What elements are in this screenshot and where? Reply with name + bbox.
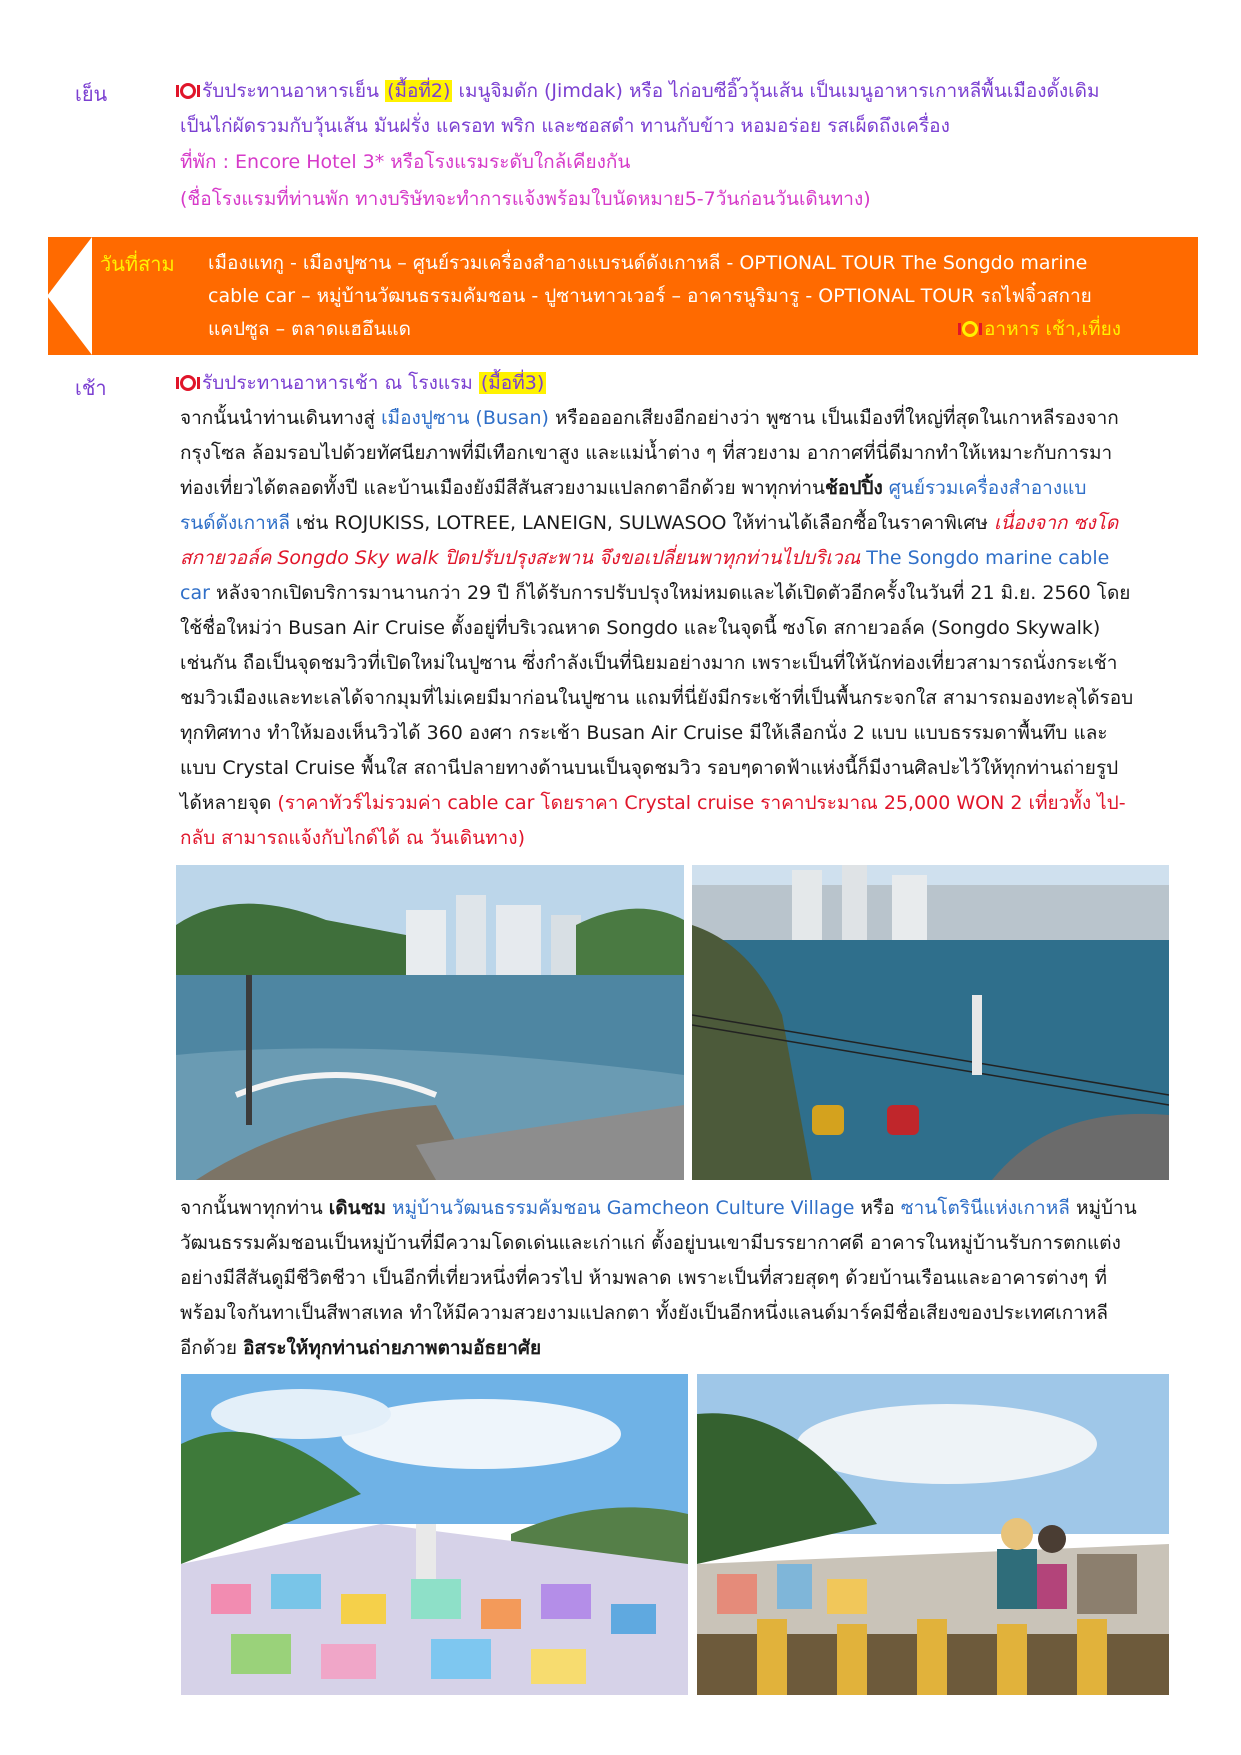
hotel-note: (ชื่อโรงแรมที่ท่านพัก ทางบริษัทจะทำการแจ้งพร้อมใบนัดหมาย5-7วันก่อนวันเดินทาง) [180, 188, 871, 210]
banner-arrow-notch [47, 237, 92, 355]
busan-paragraph-line-6: car หลังจากเปิดบริการมานานกว่า 29 ปี ก็ได้รับการปรับปรุงใหม่หมดและได้เปิดตัวอีกครั้งในวันที่ 21 มิ.ย. 2560 โดย [180, 582, 1131, 604]
busan-paragraph-line-2: กรุงโซล ล้อมรอบไปด้วยทัศนียภาพที่มีเทือกเขาสูง และแม่น้ำต่าง ๆ ที่สวยงาม อากาศที่นี่ดีมากทำให้เหมาะกับการมา [180, 442, 1113, 464]
evening-dinner-text: รับประทานอาหารเย็น [202, 80, 386, 102]
songdo-beach-photo [176, 865, 684, 1180]
little-prince-statue-photo [697, 1374, 1169, 1695]
day3-label: วันที่สาม [100, 252, 175, 276]
busan-paragraph-line-1: จากนั้นนำท่านเดินทางสู่ เมืองปูซาน (Busan) หรืออออกเสียงอีกอย่างว่า พูซาน เป็นเมืองที่ใหญ่ที่สุดในเกาหลีรองจาก [180, 407, 1119, 429]
evening-meal-number: (มื้อที่2) [387, 80, 451, 102]
gamcheon-link-text: หมู่บ้านวัฒนธรรมคัมชอน Gamcheon Culture Village [385, 1197, 855, 1219]
morning-breakfast-text: รับประทานอาหารเช้า ณ โรงแรม [202, 372, 479, 394]
evening-line-2: เป็นไก่ผัดรวมกับวุ้นเส้น มันฝรั่ง แครอท พริก และซอสดำ ทานกับข้าว หอมอร่อย รสเผ็ดถึงเครื่อง [180, 115, 950, 137]
evening-menu-text: เมนูจิมดัก (Jimdak) หรือ ไก่อบซีอิ๊ววุ้นเส้น เป็นเมนูอาหารเกาหลีพื้นเมืองดั้งเดิม [452, 80, 1100, 102]
evening-label: เย็น [75, 82, 108, 106]
day3-meals-text: อาหาร เช้า,เที่ยง [984, 318, 1122, 340]
busan-paragraph-line-3: ท่องเที่ยวได้ตลอดทั้งปี และบ้านเมืองยังมีสีสันสวยงามแปลกตาอีกด้วย พาทุกท่านช้อปปิ้ง ศูนย์รวมเครื่องสำอางแบ [180, 477, 1087, 499]
gamcheon-paragraph-line-3: อย่างมีสีสันดูมีชีวิตชีวา เป็นอีกที่เที่ยวหนึ่งที่ควรไป ห้ามพลาด เพราะเป็นที่สวยสุดๆ ด้วยบ้านเรือนและอาคารต่างๆ ที่ [180, 1267, 1108, 1289]
day3-route-line-2: cable car – หมู่บ้านวัฒนธรรมคัมชอน - ปูซานทาวเวอร์ – อาคารนูริมารู - OPTIONAL TOUR รถไฟจิ๋วสกาย [208, 285, 1092, 307]
busan-paragraph-line-7: ใช้ชื่อใหม่ว่า Busan Air Cruise ตั้งอยู่ที่บริเวณหาด Songdo และในจุดนี้ ซงโด สกายวอล์ค (Songdo Skywalk) [180, 617, 1101, 639]
meal-plate-icon [962, 321, 978, 337]
busan-link-text: เมืองปูซาน (Busan) [381, 407, 549, 429]
morning-meal-number: (มื้อที่3) [480, 372, 545, 394]
meal-plate-icon [180, 375, 196, 391]
busan-paragraph-line-13: กลับ สามารถแจ้งกับไกด์ได้ ณ วันเดินทาง) [180, 827, 525, 849]
busan-paragraph-line-4: รนด์ดังเกาหลี เช่น ROJUKISS, LOTREE, LANEIGN, SULWASOO ให้ท่านได้เลือกซื้อในราคาพิเศษ เนื่องจาก ซงโด [180, 512, 1119, 534]
hotel-info: ที่พัก : Encore Hotel 3* หรือโรงแรมระดับใกล้เคียงกัน [180, 151, 631, 173]
meal-plate-icon [180, 83, 196, 99]
morning-line-1 [180, 366, 1180, 401]
day3-meals [962, 313, 1121, 346]
day3-route-line-1: เมืองแทกู - เมืองปูซาน – ศูนย์รวมเครื่องสำอางแบรนด์ดังเกาหลี - OPTIONAL TOUR The Songdo marine [208, 252, 1088, 274]
day3-route-line-3: แคปซูล – ตลาดแฮอึนแด [208, 318, 411, 340]
cable-car-photo [692, 865, 1169, 1180]
morning-label: เช้า [75, 376, 107, 400]
busan-paragraph-line-12: ได้หลายจุด (ราคาทัวร์ไม่รวมค่า cable car โดยราคา Crystal cruise ราคาประมาณ 25,000 WON 2 เที่ยวทั้ง ไป- [180, 792, 1126, 814]
busan-paragraph-line-9: ชมวิวเมืองและทะเลได้จากมุมที่ไม่เคยมีมาก่อนในปูซาน แถมที่นี่ยังมีกระเช้าที่เป็นพื้นกระจกใส สามารถมองทะลุได้รอบ [180, 687, 1134, 709]
busan-paragraph-line-5: สกายวอล์ค Songdo Sky walk ปิดปรับปรุงสะพาน จึงขอเปลี่ยนพาทุกท่านไปบริเวณ The Songdo marine cable [180, 547, 1110, 569]
gamcheon-paragraph-line-4: พร้อมใจกันทาเป็นสีพาสเทล ทำให้มีความสวยงามแปลกตา ทั้งยังเป็นอีกหนึ่งแลนด์มาร์คมีชื่อเสียงของประเทศเกาหลี [180, 1302, 1109, 1324]
gamcheon-village-photo [181, 1374, 688, 1695]
gamcheon-paragraph-line-2: วัฒนธรรมคัมชอนเป็นหมู่บ้านที่มีความโดดเด่นและเก่าแก่ ตั้งอยู่บนเขามีบรรยากาศดี อาคารในหมู่บ้านรับการตกแต่ง [180, 1232, 1121, 1254]
gamcheon-paragraph-line-1: จากนั้นพาทุกท่าน เดินชม หมู่บ้านวัฒนธรรมคัมชอน Gamcheon Culture Village หรือ ซานโตรินีแห่งเกาหลี หมู่บ้าน [180, 1197, 1137, 1219]
gamcheon-paragraph-line-5: อีกด้วย อิสระให้ทุกท่านถ่ายภาพตามอัธยาศัย [180, 1337, 542, 1359]
busan-paragraph-line-8: เช่นกัน ถือเป็นจุดชมวิวที่เปิดใหม่ในปูซาน ซึ่งกำลังเป็นที่นิยมอย่างมาก เพราะเป็นที่ให้นักท่องเที่ยวสามารถนั่งกระเช้า [180, 652, 1118, 674]
busan-paragraph-line-11: แบบ Crystal Cruise พื้นใส สถานีปลายทางด้านบนเป็นจุดชมวิว รอบๆดาดฟ้าแห่งนี้ก็มีงานศิลปะไว้ให้ทุกท่านถ่ายรูป [180, 757, 1119, 779]
evening-line-1 [180, 74, 1180, 109]
busan-paragraph-line-10: ทุกทิศทาง ทำให้มองเห็นวิวได้ 360 องศา กระเช้า Busan Air Cruise มีให้เลือกนั่ง 2 แบบ แบบธรรมดาพื้นทึบ และ [180, 722, 1108, 744]
